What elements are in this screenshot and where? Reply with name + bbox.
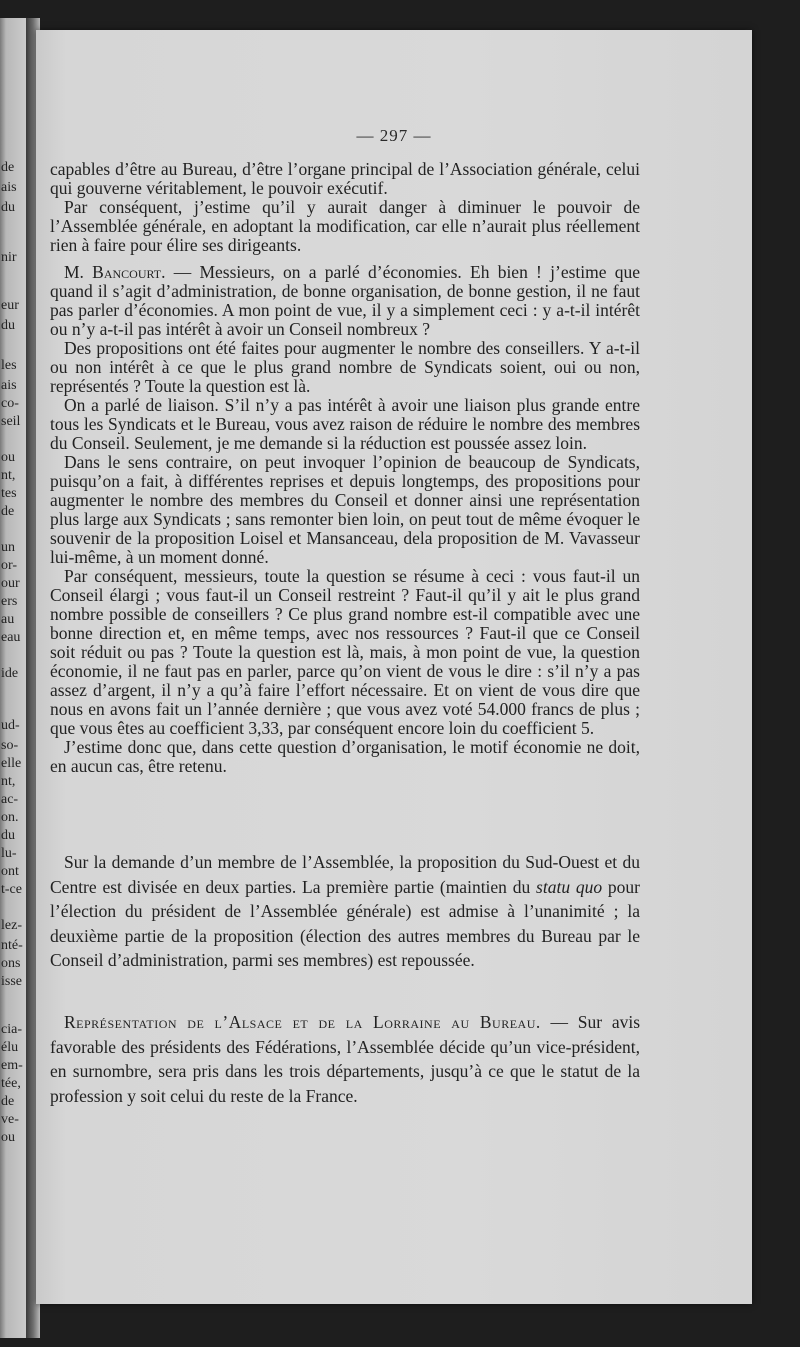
margin-fragment: nt, xyxy=(1,774,16,789)
paragraph xyxy=(50,850,640,973)
margin-fragment: elle xyxy=(1,756,22,771)
margin-fragment: or- xyxy=(1,558,18,573)
margin-fragment: les xyxy=(1,358,17,373)
margin-fragment: our xyxy=(1,576,20,591)
resolution-part: pour l’élection du président de l’Assemblée générale) est admise à l’unanimité ; la deuxième partie de la proposition (élection des autres membres du Bureau par le Conseil d’administration, parmi ses membres) est repoussée. xyxy=(50,876,641,970)
margin-fragment: on. xyxy=(1,810,19,825)
margin-fragment: de xyxy=(1,504,15,519)
margin-fragment: ud- xyxy=(1,718,20,733)
paragraph: On a parlé de liaison. S’il n’y a pas intérêt à avoir une liaison plus grande entre tous les Syndicats et le Bureau, vous avez raison de réduire le nombre des membres du Conseil. Seulement, je me demande si la réduction est poussée assez loin. xyxy=(50,395,640,453)
section-body: — Sur avis favorable des présidents des Fédérations, l’Assemblée décide qu’un vice-président, en surnombre, sera pris dans les trois départements, jusqu’à ce que le statut de la profession y soit celui du reste de la France. xyxy=(50,1012,641,1106)
margin-fragment: em- xyxy=(1,1058,23,1073)
resolution-text xyxy=(50,850,640,973)
margin-fragment: ais xyxy=(1,180,17,195)
margin-fragment: ais xyxy=(1,378,17,393)
margin-fragment: élu xyxy=(1,1040,19,1055)
speech-text: — Messieurs, on a parlé d’économies. Eh bien ! j’estime que quand il s’agit d’administration, de bonne organisation, de bonne gestion, il ne faut pas parler d’économies. A mon point de vue, il y a simplement ceci : y a-t-il intérêt ou n’y a-t-il pas intérêt à avoir un Conseil nombreux ? xyxy=(50,262,640,339)
page-number: — 297 — xyxy=(356,126,432,145)
margin-fragment: co- xyxy=(1,396,19,411)
paragraph xyxy=(50,1010,640,1108)
margin-fragment: du xyxy=(1,200,15,215)
margin-fragment: so- xyxy=(1,738,19,753)
margin-fragment: eau xyxy=(1,630,21,645)
margin-fragment: nt, xyxy=(1,468,16,483)
margin-fragment: du xyxy=(1,318,15,333)
paragraph xyxy=(50,263,640,339)
margin-fragment: eur xyxy=(1,298,19,313)
margin-fragment: tée, xyxy=(1,1076,21,1091)
resolution-part: Sur la demande d’un membre de l’Assemblée, la proposition du Sud-Ouest et du Centre est divisée en deux parties. La première partie (maintien du xyxy=(50,852,640,897)
margin-fragment: seil xyxy=(1,414,21,429)
margin-fragment: de xyxy=(1,1094,15,1109)
margin-fragment: de xyxy=(1,160,15,175)
margin-fragment: ide xyxy=(1,666,19,681)
margin-fragment: au xyxy=(1,612,15,627)
margin-fragment: ou xyxy=(1,1130,15,1145)
margin-fragment: ons xyxy=(1,956,21,971)
margin-fragment: tes xyxy=(1,486,17,501)
paragraph: Par conséquent, messieurs, toute la question se résume à ceci : vous faut-il un Conseil élargi ; vous faut-il un Conseil restreint ? Faut-il qu’il y ait le plus grand nombre possible de conseillers ? Ce plus grand nombre est-il compatible avec une bonne direction et, en même temps, avec nos ressources ? Faut-il que ce Conseil soit réduit ou pas ? Toute la question est là, mais, à mon point de vue, la question économie, il ne faut pas en parler, parce qu’on vient de vous le dire : s’il n’y a pas assez d’argent, il n’y a qu’à faire l’effort nécessaire. Et on vient de vous dire que nous en avons fait un l’année dernière ; que vous avez voté 54.000 francs de plus ; que vous êtes au coefficient 3,33, par conséquent encore loin du coefficient 5. xyxy=(50,566,640,738)
margin-fragment: ve- xyxy=(1,1112,19,1127)
speaker-name: M. Bancourt. xyxy=(64,262,166,282)
paragraph: Des propositions ont été faites pour augmenter le nombre des conseillers. Y a-t-il ou non intérêt à ce que le plus grand nombre de Syndicats soient, oui ou non, représentés ? Toute la question est là. xyxy=(50,338,640,396)
paragraph: Par conséquent, j’estime qu’il y aurait danger à diminuer le pouvoir de l’Assemblée générale, en adoptant la modification, car elle n’aurait plus réellement rien à faire pour élire ses dirigeants. xyxy=(50,197,640,255)
margin-fragment: ou xyxy=(1,450,15,465)
margin-fragment: du xyxy=(1,828,15,843)
margin-fragment: lu- xyxy=(1,846,17,861)
margin-fragment: lez- xyxy=(1,918,22,933)
margin-fragment: ers xyxy=(1,594,18,609)
paragraph: Dans le sens contraire, on peut invoquer l’opinion de beaucoup de Syndicats, puisqu’on a fait, à différentes reprises et depuis longtemps, des propositions pour augmenter le nombre des membres du Conseil et donner ainsi une représentation plus large aux Syndicats ; sans remonter bien loin, on peut tout de même évoquer le souvenir de la proposition Loisel et Mansanceau, dela proposition de M. Vavasseur lui-même, à un moment donné. xyxy=(50,452,640,567)
margin-fragment: cia- xyxy=(1,1022,22,1037)
margin-fragment: un xyxy=(1,540,15,555)
section-text xyxy=(50,1010,640,1108)
margin-fragment: nté- xyxy=(1,938,23,953)
scanned-page xyxy=(36,30,752,1304)
margin-fragment: t-ce xyxy=(1,882,22,897)
italic-term: statu quo xyxy=(536,876,603,897)
margin-fragment: ac- xyxy=(1,792,19,807)
debate-text xyxy=(50,160,640,776)
margin-fragment: nir xyxy=(1,250,17,265)
paragraph: capables d’être au Bureau, d’être l’organe principal de l’Association générale, celui qui gouverne véritablement, le pouvoir exécutif. xyxy=(50,159,640,198)
section-heading: Représentation de l’Alsace et de la Lorraine au Bureau. xyxy=(64,1012,541,1032)
margin-fragment: isse xyxy=(1,974,22,989)
paragraph: J’estime donc que, dans cette question d’organisation, le motif économie ne doit, en aucun cas, être retenu. xyxy=(50,737,640,776)
margin-fragment: ont xyxy=(1,864,19,879)
